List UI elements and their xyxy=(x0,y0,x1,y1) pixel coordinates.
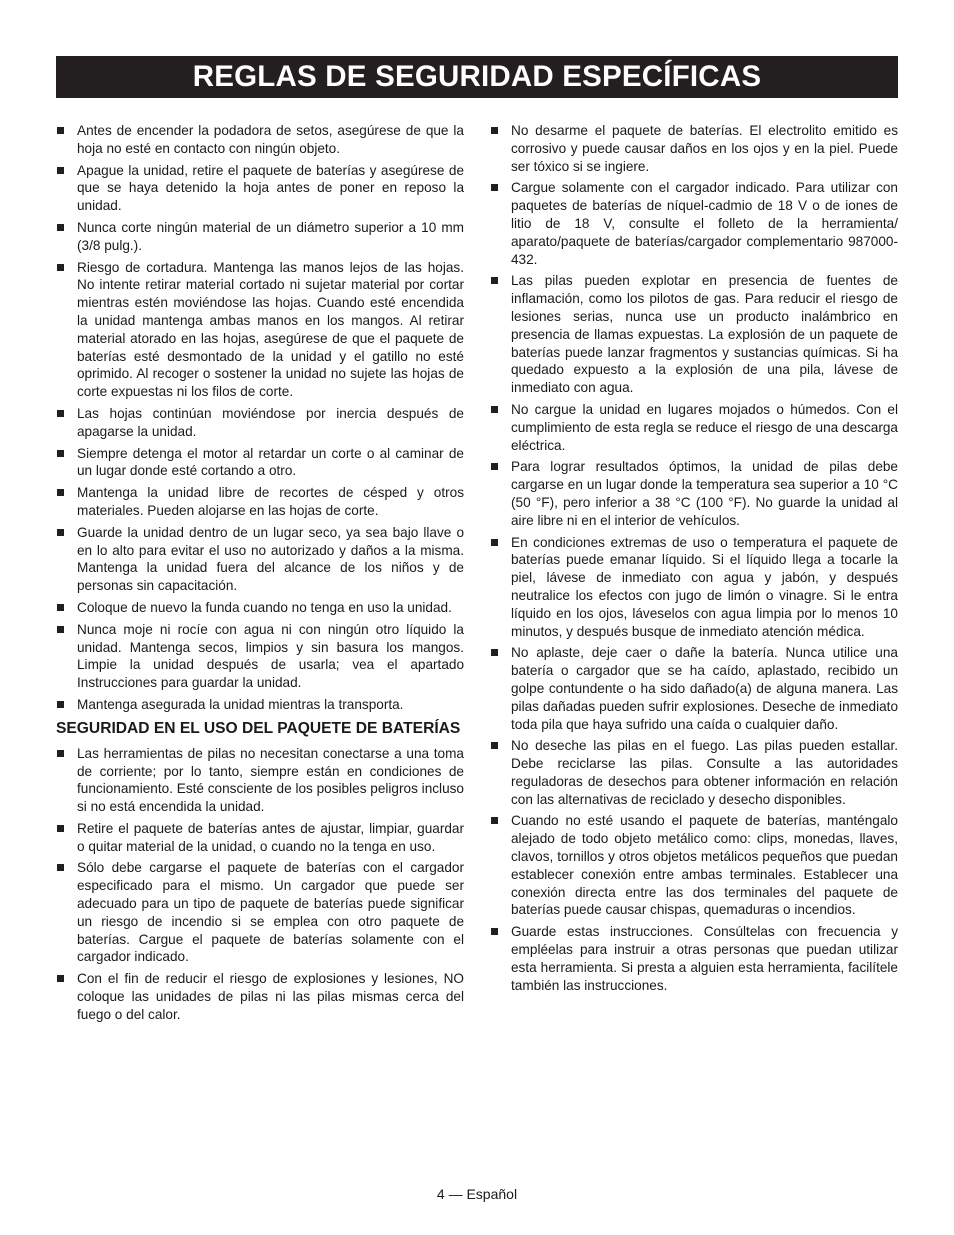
rule-text: Retire el paquete de baterías antes de ajustar, limpiar, guardar o quitar material de la unidad, o cuando no la tenga en uso. xyxy=(77,820,464,854)
rule-item xyxy=(56,162,464,215)
rule-item xyxy=(490,534,898,641)
square-bullet-icon xyxy=(57,410,64,417)
square-bullet-icon xyxy=(57,701,64,708)
rule-text: Con el fin de reducir el riesgo de explosiones y lesiones, NO coloque las unidades de pilas ni las pilas mismas cerca del fuego o del calor. xyxy=(77,971,464,1022)
rule-text: Nunca corte ningún material de un diámetro superior a 10 mm (3/8 pulg.). xyxy=(77,219,464,253)
battery-rules-list-continued xyxy=(490,122,898,994)
square-bullet-icon xyxy=(491,127,498,134)
rule-text: Guarde la unidad dentro de un lugar seco, ya sea bajo llave o en lo alto para evitar el uso no autorizado y daños a la misma. Mantenga la unidad fuera del alcance de los niños y de personas sin capacitación. xyxy=(77,524,464,594)
rule-item xyxy=(56,621,464,692)
rule-item xyxy=(490,272,898,397)
rule-item xyxy=(490,737,898,808)
square-bullet-icon xyxy=(57,264,64,271)
rule-item xyxy=(490,923,898,994)
title-bar xyxy=(56,56,898,98)
rule-text: En condiciones extremas de uso o temperatura el paquete de baterías puede emanar líquido. Si el líquido llega a tocarle la piel, lávese de inmediato con agua y jabón, y después neutralice los efectos con jugo de limón o vinagre. Si le entra líquido en los ojos, láveselos con agua limpia por lo menos 10 minutos, y después busque de inmediato atención médica. xyxy=(511,534,898,639)
rule-item xyxy=(56,445,464,481)
rule-item xyxy=(56,219,464,255)
square-bullet-icon xyxy=(57,604,64,611)
rule-item xyxy=(56,820,464,856)
section-heading-battery: SEGURIDAD EN EL USO DEL PAQUETE DE BATERÍAS xyxy=(56,719,461,737)
page-title: REGLAS DE SEGURIDAD ESPECÍFICAS xyxy=(192,60,762,93)
rule-text: No cargue la unidad en lugares mojados o húmedos. Con el cumplimiento de esta regla se reduce el riesgo de una descarga eléctrica. xyxy=(511,401,898,453)
rule-item xyxy=(56,122,464,158)
square-bullet-icon xyxy=(57,127,64,134)
rule-text: Las hojas continúan moviéndose por inercia después de apagarse la unidad. xyxy=(77,405,464,439)
rule-text: Mantenga asegurada la unidad mientras la transporta. xyxy=(77,696,404,712)
square-bullet-icon xyxy=(491,184,498,191)
rule-text: Siempre detenga el motor al retardar un corte o al caminar de un lugar donde esté cortando a otro. xyxy=(77,445,464,479)
square-bullet-icon xyxy=(57,626,64,633)
square-bullet-icon xyxy=(491,742,498,749)
rule-text: Coloque de nuevo la funda cuando no tenga en uso la unidad. xyxy=(77,599,452,615)
rule-text: Cuando no esté usando el paquete de baterías, manténgalo alejado de todo objeto metálico como: clips, monedas, llaves, clavos, tornillos y otros objetos metálicos pequeños que puedan establecer conexión entre ambas terminales. Establecer una conexión directa entre las dos terminales del paquete de baterías puede causar chispas, quemaduras o incendios. xyxy=(511,813,898,918)
rule-item xyxy=(490,644,898,733)
rule-item xyxy=(490,458,898,529)
rule-text: Sólo debe cargarse el paquete de baterías con el cargador especificado para el mismo. Un cargador que puede ser adecuado para un tipo de paquete de baterías puede significar un riesgo de incendio si se emplea con otro paquete de baterías. Cargue el paquete de baterías solamente con el cargador indicado. xyxy=(77,860,464,965)
left-column xyxy=(56,122,464,1028)
rule-text: Apague la unidad, retire el paquete de baterías y asegúrese de que se haya detenido la hoja antes de poner en reposo la unidad. xyxy=(77,162,464,214)
square-bullet-icon xyxy=(57,975,64,982)
rule-text: Riesgo de cortadura. Mantenga las manos lejos de las hojas. No intente retirar material cortado ni sujetar material por cortar mientras estén moviéndose las hojas. Cuando esté encendida la unidad mantenga ambas manos en los mangos. Al retirar material atorado en las hojas, asegúrese de que el paquete de baterías esté desmontado de la unidad y el gatillo no esté oprimido. Al recoger o sostener la unidad no sujete las hojas de corte expuestas ni los filos de corte. xyxy=(77,259,464,400)
square-bullet-icon xyxy=(491,277,498,284)
rule-item xyxy=(490,179,898,268)
rule-text: Guarde estas instrucciones. Consúltelas con frecuencia y empléelas para instruir a otras personas que puedan utilizar esta herramienta. Si presta a alguien esta herramienta, facilítele también las instrucciones. xyxy=(511,924,898,993)
square-bullet-icon xyxy=(57,825,64,832)
rule-text: Mantenga la unidad libre de recortes de césped y otros materiales. Pueden alojarse en las hojas de corte. xyxy=(77,485,464,518)
rule-text: Para lograr resultados óptimos, la unidad de pilas debe cargarse en un lugar donde la temperatura sea superior a 10 °C (50 °F), pero inferior a 38 °C (100 °F). No guarde la unidad al aire libre ni en el interior de vehículos. xyxy=(511,459,898,528)
rule-item xyxy=(56,259,464,401)
rule-item xyxy=(56,524,464,595)
page-footer: 4 — Español xyxy=(436,1186,518,1202)
rule-text: Las pilas pueden explotar en presencia de fuentes de inflamación, como los pilotos de gas. Para reducir el riesgo de lesiones serias, nunca use un producto inalámbrico en presencia de llamas expuestas. La explosión de un paquete de baterías puede lanzar fragmentos y sustancias químicas. Si ha quedado expuesto a la explosión de una pila, lávese de inmediato con agua. xyxy=(511,273,898,396)
rule-text: Antes de encender la podadora de setos, asegúrese de que la hoja no esté en contacto con ningún objeto. xyxy=(77,123,464,156)
safety-rules-list xyxy=(56,122,464,714)
square-bullet-icon xyxy=(57,864,64,871)
rule-item xyxy=(490,401,898,454)
square-bullet-icon xyxy=(491,928,498,935)
square-bullet-icon xyxy=(57,489,64,496)
square-bullet-icon xyxy=(57,750,64,757)
rule-item xyxy=(490,122,898,175)
right-column xyxy=(490,122,898,998)
square-bullet-icon xyxy=(491,406,498,413)
rule-text: No deseche las pilas en el fuego. Las pilas pueden estallar. Debe reciclarse las pilas. Consulte a las autoridades reguladoras de desechos para obtener información en relación con las alternativas de reciclado y desecho disponibles. xyxy=(511,738,898,807)
square-bullet-icon xyxy=(57,224,64,231)
rule-item xyxy=(56,859,464,966)
rule-text: Las herramientas de pilas no necesitan conectarse a una toma de corriente; por lo tanto, siempre están en condiciones de funcionamiento. Esté consciente de los posibles peligros incluso si no está encendida la unidad. xyxy=(77,745,464,815)
rule-item xyxy=(490,812,898,919)
square-bullet-icon xyxy=(491,539,498,546)
square-bullet-icon xyxy=(57,529,64,536)
rule-text: No desarme el paquete de baterías. El electrolito emitido es corrosivo y puede causar daños en los ojos y en la piel. Puede ser tóxico si se ingiere. xyxy=(511,123,898,174)
rule-item xyxy=(56,484,464,520)
rule-text: Cargue solamente con el cargador indicado. Para utilizar con paquetes de baterías de níquel-cadmio de 18 V o de iones de litio de 18 V, consulte el folleto de la herramienta/ aparato/paquete de baterías/cargador complementario 987000-432. xyxy=(511,180,898,267)
square-bullet-icon xyxy=(491,463,498,470)
rule-item xyxy=(56,745,464,816)
rule-item xyxy=(56,696,464,714)
battery-rules-list xyxy=(56,745,464,1024)
rule-item xyxy=(56,599,464,617)
rule-item xyxy=(56,405,464,441)
square-bullet-icon xyxy=(491,649,498,656)
rule-text: Nunca moje ni rocíe con agua ni con ningún otro líquido la unidad. Mantenga secos, limpios y sin basura los mangos. Limpie la unidad después de usarla; vea el apartado Instrucciones para guardar la unidad. xyxy=(77,621,464,691)
square-bullet-icon xyxy=(491,817,498,824)
square-bullet-icon xyxy=(57,167,64,174)
square-bullet-icon xyxy=(57,450,64,457)
rule-item xyxy=(56,970,464,1023)
rule-text: No aplaste, deje caer o dañe la batería. Nunca utilice una batería o cargador que se ha caído, aplastado, recibido un golpe contundente o ha sido dañado(a) de alguna manera. Las pilas dañadas pueden sufrir explosiones. Deseche de inmediato toda pila que haya sufrido una caída o cualquier daño. xyxy=(511,645,898,732)
